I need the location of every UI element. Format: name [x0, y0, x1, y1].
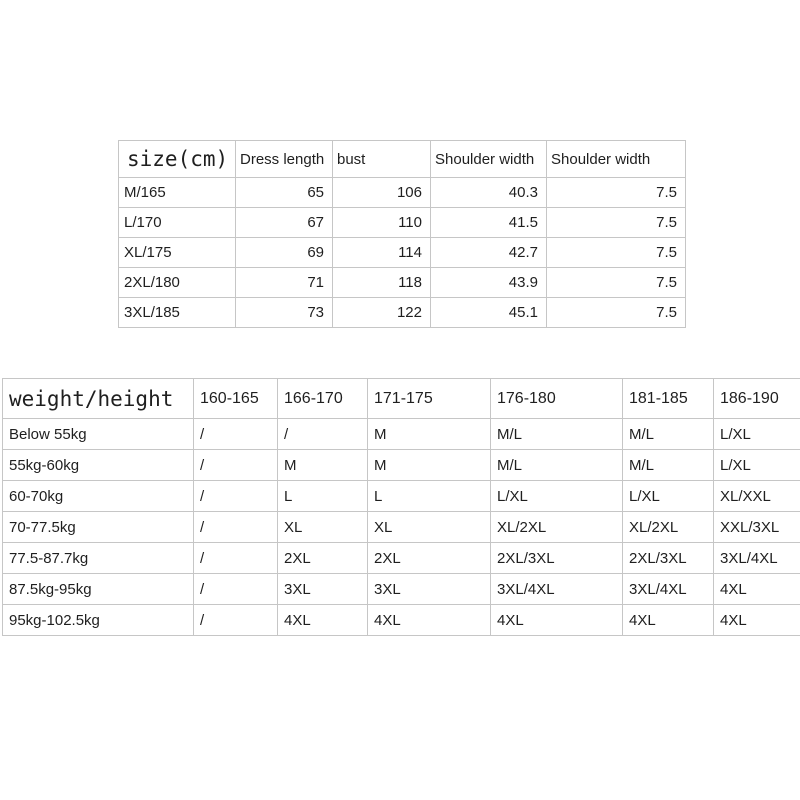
row-label-cell: 2XL/180: [119, 268, 236, 298]
value-cell: 7.5: [547, 208, 686, 238]
value-cell: /: [194, 512, 278, 543]
value-cell: 2XL: [278, 543, 368, 574]
size-table-header-row: [119, 141, 686, 178]
value-cell: /: [194, 419, 278, 450]
value-cell: 3XL/4XL: [714, 543, 800, 574]
value-cell: L/XL: [491, 481, 623, 512]
column-header-cell: Shoulder width: [547, 141, 686, 178]
value-cell: 2XL: [368, 543, 491, 574]
value-cell: 4XL: [491, 605, 623, 636]
row-label-cell: 60-70kg: [3, 481, 194, 512]
value-cell: 3XL/4XL: [491, 574, 623, 605]
column-header-cell: bust: [333, 141, 431, 178]
column-header-cell: 171-175: [368, 379, 491, 419]
table-row: [3, 543, 800, 574]
value-cell: M: [368, 450, 491, 481]
value-cell: 4XL: [714, 574, 800, 605]
value-cell: M/L: [491, 419, 623, 450]
value-cell: /: [194, 574, 278, 605]
value-cell: 4XL: [368, 605, 491, 636]
row-label-cell: XL/175: [119, 238, 236, 268]
value-cell: 110: [333, 208, 431, 238]
value-cell: /: [194, 481, 278, 512]
value-cell: /: [194, 450, 278, 481]
value-cell: 106: [333, 178, 431, 208]
column-header-cell: 160-165: [194, 379, 278, 419]
row-label-cell: M/165: [119, 178, 236, 208]
table-row: [3, 481, 800, 512]
value-cell: 2XL/3XL: [623, 543, 714, 574]
value-cell: XXL/3XL: [714, 512, 800, 543]
value-cell: L: [368, 481, 491, 512]
value-cell: M: [368, 419, 491, 450]
value-cell: XL/2XL: [623, 512, 714, 543]
value-cell: 45.1: [431, 298, 547, 328]
value-cell: 4XL: [278, 605, 368, 636]
value-cell: 41.5: [431, 208, 547, 238]
row-label-cell: 70-77.5kg: [3, 512, 194, 543]
value-cell: XL/XXL: [714, 481, 800, 512]
value-cell: 69: [236, 238, 333, 268]
column-header-cell: 181-185: [623, 379, 714, 419]
value-cell: 40.3: [431, 178, 547, 208]
value-cell: 43.9: [431, 268, 547, 298]
row-label-cell: 3XL/185: [119, 298, 236, 328]
column-header-cell: Dress length: [236, 141, 333, 178]
value-cell: L: [278, 481, 368, 512]
value-cell: 122: [333, 298, 431, 328]
value-cell: L/XL: [714, 419, 800, 450]
value-cell: 4XL: [714, 605, 800, 636]
value-cell: 65: [236, 178, 333, 208]
value-cell: M/L: [491, 450, 623, 481]
weight-height-fit-table: [2, 378, 800, 636]
value-cell: /: [194, 605, 278, 636]
fit-table-header-row: [3, 379, 800, 419]
column-header-cell: 166-170: [278, 379, 368, 419]
table-row: [3, 419, 800, 450]
value-cell: XL/2XL: [491, 512, 623, 543]
column-header-cell: Shoulder width: [431, 141, 547, 178]
value-cell: L/XL: [714, 450, 800, 481]
value-cell: 7.5: [547, 238, 686, 268]
table-row: [3, 574, 800, 605]
table-row: [119, 178, 686, 208]
value-cell: 73: [236, 298, 333, 328]
row-label-cell: 95kg-102.5kg: [3, 605, 194, 636]
value-cell: 7.5: [547, 268, 686, 298]
table-row: [119, 268, 686, 298]
value-cell: 3XL: [368, 574, 491, 605]
value-cell: /: [194, 543, 278, 574]
table-row: [3, 450, 800, 481]
value-cell: 42.7: [431, 238, 547, 268]
row-label-cell: 87.5kg-95kg: [3, 574, 194, 605]
value-cell: 118: [333, 268, 431, 298]
value-cell: M/L: [623, 450, 714, 481]
value-cell: M/L: [623, 419, 714, 450]
value-cell: 2XL/3XL: [491, 543, 623, 574]
table-row: [3, 512, 800, 543]
corner-header-cell: size(cm): [119, 141, 236, 178]
value-cell: XL: [278, 512, 368, 543]
row-label-cell: L/170: [119, 208, 236, 238]
value-cell: 7.5: [547, 298, 686, 328]
table-row: [3, 605, 800, 636]
value-cell: 71: [236, 268, 333, 298]
corner-header-cell: weight/height: [3, 379, 194, 419]
value-cell: 114: [333, 238, 431, 268]
column-header-cell: 176-180: [491, 379, 623, 419]
value-cell: 67: [236, 208, 333, 238]
row-label-cell: 77.5-87.7kg: [3, 543, 194, 574]
value-cell: 7.5: [547, 178, 686, 208]
table-row: [119, 208, 686, 238]
value-cell: XL: [368, 512, 491, 543]
table-row: [119, 298, 686, 328]
value-cell: 4XL: [623, 605, 714, 636]
value-cell: M: [278, 450, 368, 481]
table-row: [119, 238, 686, 268]
row-label-cell: Below 55kg: [3, 419, 194, 450]
garment-size-table: [118, 140, 686, 328]
value-cell: 3XL/4XL: [623, 574, 714, 605]
column-header-cell: 186-190: [714, 379, 800, 419]
value-cell: L/XL: [623, 481, 714, 512]
row-label-cell: 55kg-60kg: [3, 450, 194, 481]
value-cell: /: [278, 419, 368, 450]
value-cell: 3XL: [278, 574, 368, 605]
